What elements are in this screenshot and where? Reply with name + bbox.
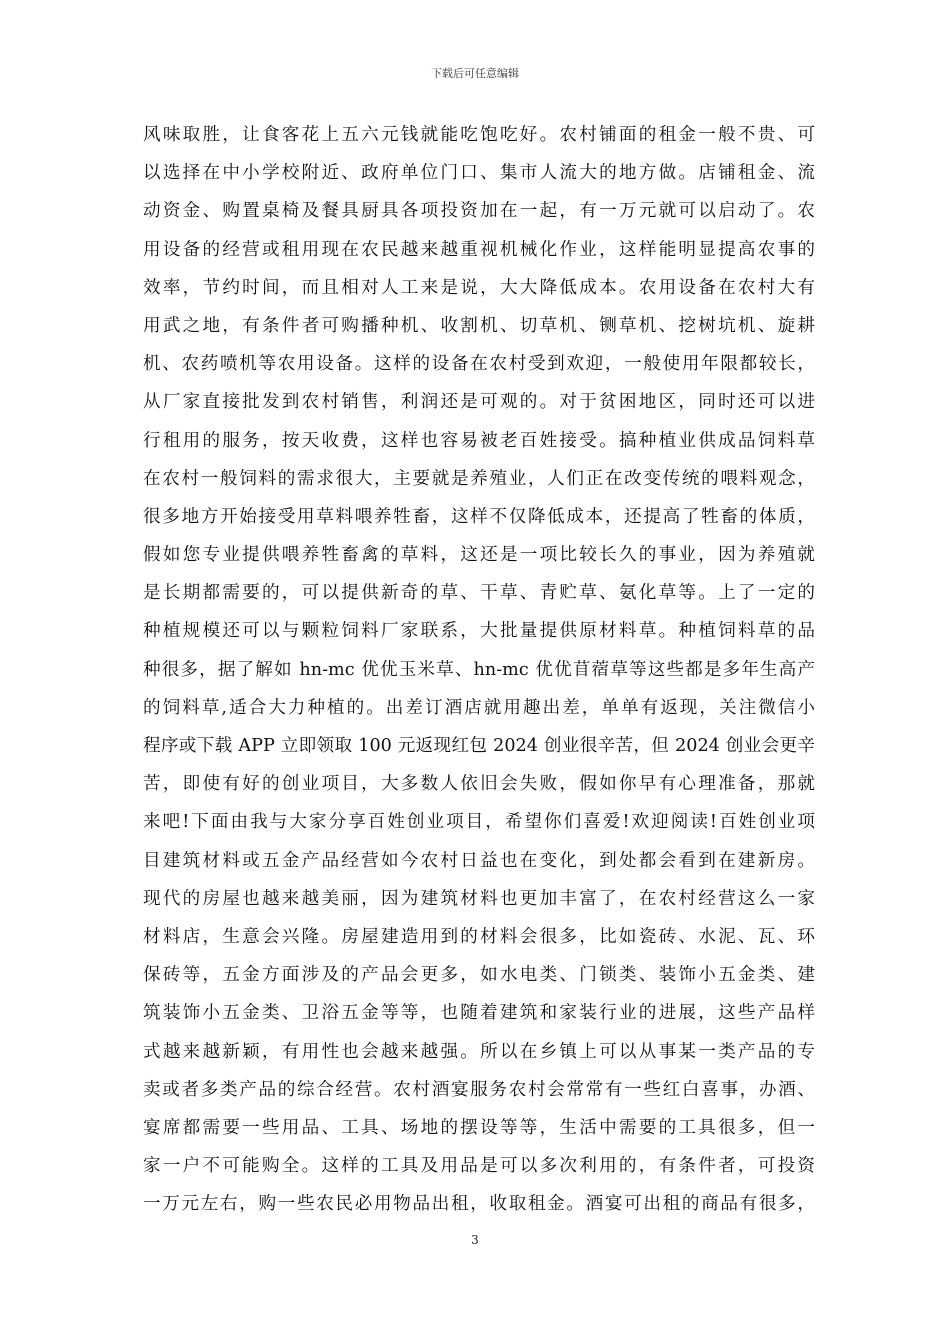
body-text-line: 很多地方开始接受用草料喂养牲畜，这样不仅降低成本，还提高了牲畜的体质， [143, 506, 815, 527]
body-text-line: 的饲料草,适合大力种植的。出差订酒店就用趣出差，单单有返现，关注微信小 [143, 697, 815, 718]
body-text-line: 种很多，据了解如 hn-mc 优优玉米草、hn-mc 优优苜蓿草等这些都是多年生高产 [143, 659, 815, 680]
body-text-line: 保砖等，五金方面涉及的产品会更多，如水电类、门锁类、装饰小五金类、建 [143, 965, 815, 986]
body-text-line: 目建筑材料或五金产品经营如今农村日益也在变化，到处都会看到在建新房。 [143, 850, 815, 871]
body-text-line: 现代的房屋也越来越美丽，因为建筑材料也更加丰富了，在农村经营这么一家 [143, 888, 815, 909]
body-text [143, 116, 815, 1223]
body-text-line: 风味取胜，让食客花上五六元钱就能吃饱吃好。农村铺面的租金一般不贵、可 [143, 125, 815, 145]
body-text-line: 在农村一般饲料的需求很大，主要就是养殖业，人们正在改变传统的喂料观念， [143, 468, 815, 489]
body-text-line: 宴席都需要一些用品、工具、场地的摆设等等，生活中需要的工具很多，但一 [143, 1117, 815, 1138]
body-text-line: 用设备的经营或租用现在农民越来越重视机械化作业，这样能明显提高农事的 [143, 239, 815, 260]
body-text-line: 机、农药喷机等农用设备。这样的设备在农村受到欢迎，一般使用年限都较长， [143, 354, 815, 375]
body-text-line: 行租用的服务，按天收费，这样也容易被老百姓接受。搞种植业供成品饲料草 [143, 430, 815, 451]
body-text-line: 种植规模还可以与颗粒饲料厂家联系，大批量提供原材料草。种植饲料草的品 [143, 621, 815, 642]
body-text-line: 卖或者多类产品的综合经营。农村酒宴服务农村会常常有一些红白喜事，办酒、 [143, 1079, 815, 1100]
body-text-line: 用武之地，有条件者可购播种机、收割机、切草机、铡草机、挖树坑机、旋耕 [143, 315, 815, 336]
body-text-line: 筑装饰小五金类、卫浴五金等等，也随着建筑和家装行业的进展，这些产品样 [143, 1003, 815, 1024]
body-text-line: 从厂家直接批发到农村销售，利润还是可观的。对于贫困地区，同时还可以进 [143, 392, 815, 413]
body-text-line: 式越来越新颖，有用性也会越来越强。所以在乡镇上可以从事某一类产品的专 [143, 1041, 815, 1062]
page-header: 下载后可任意编辑 [431, 67, 519, 80]
body-text-line: 程序或下载 APP 立即领取 100 元返现红包 2024 创业很辛苦，但 2024 创业会更辛 [143, 736, 815, 756]
body-text-line: 苦，即使有好的创业项目，大多数人依旧会失败，假如你早有心理准备，那就 [143, 774, 815, 795]
body-text-line: 一万元左右，购一些农民必用物品出租，收取租金。酒宴可出租的商品有很多， [143, 1194, 815, 1215]
body-text-line: 以选择在中小学校附近、政府单位门口、集市人流大的地方做。店铺租金、流 [143, 163, 815, 184]
body-text-line: 家一户不可能购全。这样的工具及用品是可以多次利用的，有条件者，可投资 [143, 1156, 815, 1177]
body-text-line: 效率，节约时间，而且相对人工来是说，大大降低成本。农用设备在农村大有 [143, 277, 815, 298]
body-text-line: 动资金、购置桌椅及餐具厨具各项投资加在一起，有一万元就可以启动了。农 [143, 201, 815, 222]
body-text-line: 来吧!下面由我与大家分享百姓创业项目，希望你们喜爱!欢迎阅读!百姓创业项 [143, 812, 815, 833]
body-text-line: 材料店，生意会兴隆。房屋建造用到的材料会很多，比如瓷砖、水泥、瓦、环 [143, 926, 815, 947]
page-number: 3 [471, 1233, 479, 1247]
body-text-line: 是长期都需要的，可以提供新奇的草、干草、青贮草、氨化草等。上了一定的 [143, 583, 815, 604]
body-text-line: 假如您专业提供喂养牲畜禽的草料，这还是一项比较长久的事业，因为养殖就 [143, 545, 815, 566]
